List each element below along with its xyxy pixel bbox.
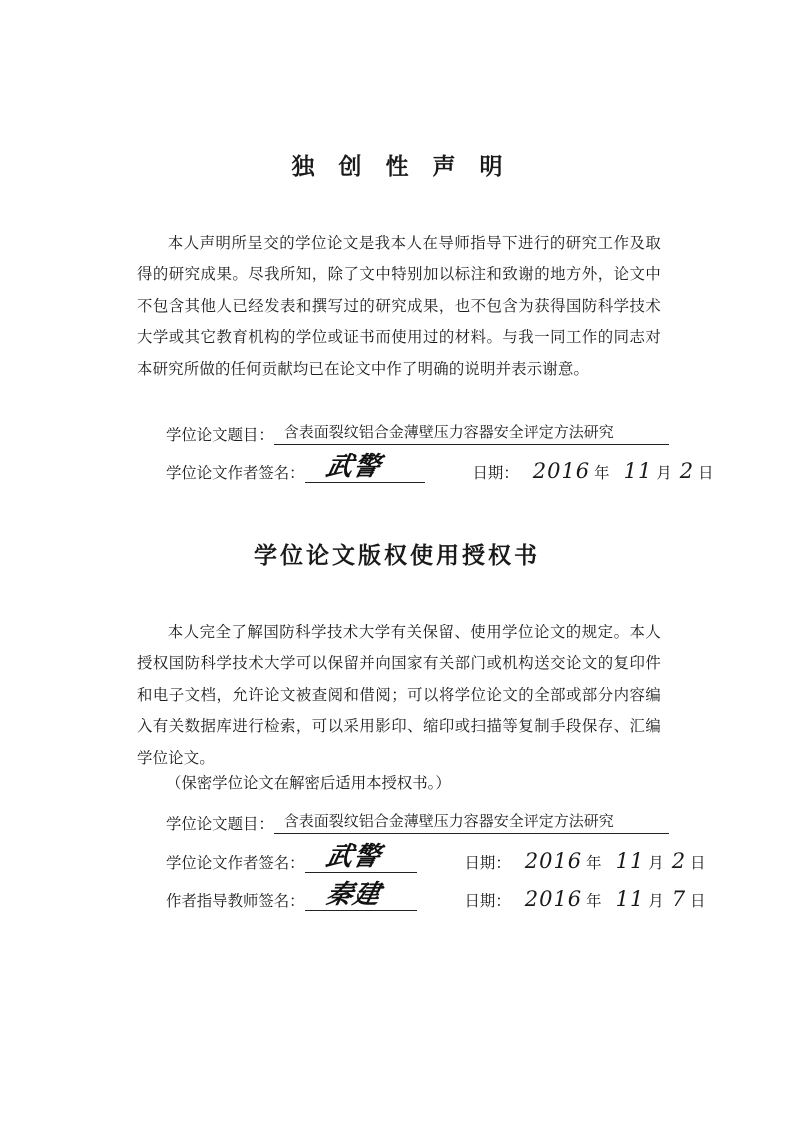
author-signature: 武警 xyxy=(322,842,384,872)
date-year: 2016 xyxy=(532,459,591,483)
advisor-signature-row xyxy=(166,880,706,911)
thesis-title-field xyxy=(274,423,669,445)
date-year-unit: 年 xyxy=(594,464,610,482)
author-date-month-unit: 月 xyxy=(648,854,664,872)
date-month-unit: 月 xyxy=(656,464,672,482)
advisor-date-day-unit: 日 xyxy=(690,892,706,910)
declaration-thesis-title-row xyxy=(166,423,669,445)
advisor-date-year-unit: 年 xyxy=(586,892,602,910)
thesis-title-field xyxy=(274,812,669,834)
date-day-unit: 日 xyxy=(698,464,714,482)
author-sign-label: 学位论文作者签名： xyxy=(166,854,305,872)
author-date-day-unit: 日 xyxy=(690,854,706,872)
author-signature-field xyxy=(305,452,425,483)
author-date-label: 日期： xyxy=(464,854,511,872)
advisor-sign-label: 作者指导教师签名： xyxy=(166,892,305,910)
date-month: 11 xyxy=(623,459,653,483)
author-date-year-unit: 年 xyxy=(586,854,602,872)
advisor-date-year: 2016 xyxy=(524,887,583,911)
date-label: 日期： xyxy=(472,464,519,482)
declaration-author-signature-row xyxy=(166,452,714,483)
author-date-year: 2016 xyxy=(524,849,583,873)
thesis-title-label: 学位论文题目： xyxy=(166,815,274,833)
advisor-date-month: 11 xyxy=(615,887,645,911)
author-signature: 武警 xyxy=(322,452,384,482)
author-date-month: 11 xyxy=(615,849,645,873)
author-signature-field xyxy=(305,842,417,873)
author-date-day: 2 xyxy=(671,849,687,873)
authorization-thesis-title-row xyxy=(166,812,669,834)
thesis-title-value: 含表面裂纹铝合金薄壁压力容器安全评定方法研究 xyxy=(283,812,614,830)
originality-declaration-title: 独创性声明 xyxy=(291,154,527,180)
advisor-date-day: 7 xyxy=(671,887,687,911)
author-sign-label: 学位论文作者签名： xyxy=(166,464,305,482)
advisor-date-label: 日期： xyxy=(464,892,511,910)
originality-declaration-body: 本人声明所呈交的学位论文是我本人在导师指导下进行的研究工作及取得的研究成果。尽我所知，除了文中特别加以标注和致谢的地方外，论文中不包含其他人已经发表和撰写过的研究成果，也不包含为获得国防科学技术大学或其它教育机构的学位或证书而使用过的材料。与我一同工作的同志对本研究所做的任何贡献均已在论文中作了明确的说明并表示谢意。 xyxy=(137,234,661,378)
advisor-date-month-unit: 月 xyxy=(648,892,664,910)
thesis-title-value: 含表面裂纹铝合金薄壁压力容器安全评定方法研究 xyxy=(283,423,614,441)
advisor-signature: 秦建 xyxy=(322,880,384,910)
confidential-note: （保密学位论文在解密后适用本授权书。） xyxy=(166,774,451,792)
copyright-authorization-title: 学位论文版权使用授权书 xyxy=(254,543,540,569)
authorization-author-signature-row xyxy=(166,842,706,873)
thesis-title-label: 学位论文题目： xyxy=(166,426,274,444)
date-day: 2 xyxy=(679,459,695,483)
copyright-authorization-body: 本人完全了解国防科学技术大学有关保留、使用学位论文的规定。本人授权国防科学技术大学可以保留并向国家有关部门或机构送交论文的复印件和电子文档，允许论文被查阅和借阅；可以将学位论文的全部或部分内容编入有关数据库进行检索，可以采用影印、缩印或扫描等复制手段保存、汇编学位论文。 xyxy=(137,623,661,767)
advisor-signature-field xyxy=(305,880,417,911)
